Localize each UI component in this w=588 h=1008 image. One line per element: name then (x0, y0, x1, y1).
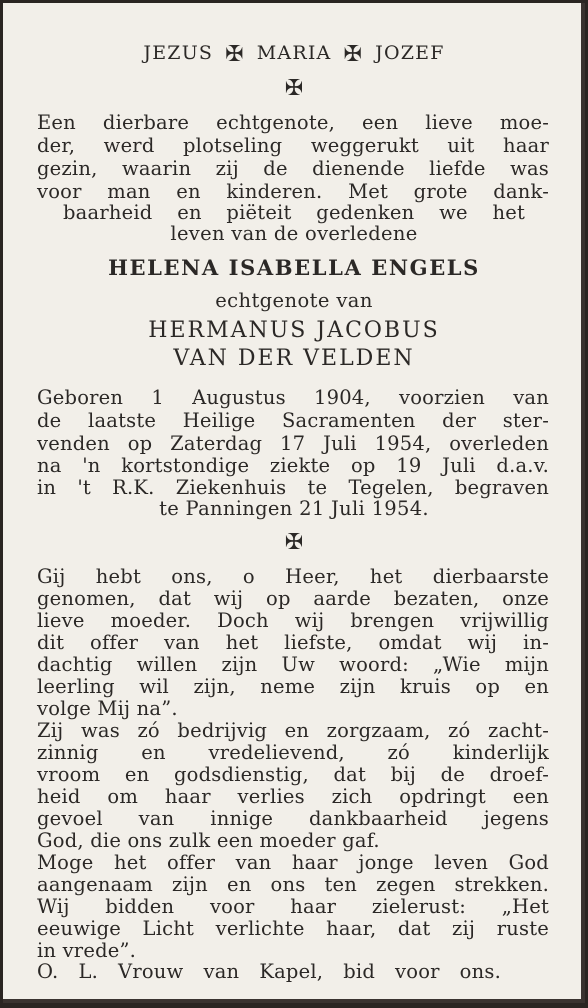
prayer-line: lieve moeder. Doch wij brengen vrijwillig (37, 609, 549, 632)
intro-line: der, werd plotseling weggerukt uit haar (37, 134, 549, 157)
cross-icon: ✠ (284, 76, 304, 101)
prayer-line: in vrede”. (37, 939, 137, 962)
prayer-line: zinnig en vredelievend, zó kinderlijk (37, 741, 549, 764)
intro-line: gezin, waarin zij de dienende liefde was (37, 157, 549, 180)
bio-line: te Panningen 21 Juli 1954. (159, 497, 429, 520)
prayer-line: heid om haar verlies zich opdringt een (37, 785, 549, 808)
spouse-name-line1: HERMANUS JACOBUS (148, 318, 440, 343)
prayer-line: genomen, dat wij op aarde bezaten, onze (37, 587, 549, 610)
deceased-name: HELENA ISABELLA ENGELS (108, 255, 480, 280)
memorial-card (3, 3, 585, 1003)
cross-icon: ✠ (225, 42, 245, 67)
prayer-line: God, die ons zulk een moeder gaf. (37, 829, 380, 852)
cross-icon: ✠ (284, 530, 304, 555)
prayer-line: eeuwige Licht verlichte haar, dat zij ruste (37, 917, 549, 940)
bio-line: venden op Zaterdag 17 Juli 1954, overleden (37, 432, 549, 455)
bio-line: Geboren 1 Augustus 1904, voorzien van (37, 386, 549, 409)
bio-line: de laatste Heilige Sacramenten der ster- (37, 409, 549, 432)
bio-line: na 'n kortstondige ziekte op 19 Juli d.a.v. (37, 454, 549, 477)
prayer-line: Zij was zó bedrijvig en zorgzaam, zó zacht- (37, 719, 549, 742)
cross-icon: ✠ (343, 42, 364, 67)
intro-line: voor man en kinderen. Met grote dank- (37, 180, 549, 203)
header-word-jezus: JEZUS (143, 42, 214, 64)
prayer-line: vroom en godsdienstig, dat bij de droef- (37, 763, 549, 786)
prayer-line: leerling wil zijn, neme zijn kruis op en (37, 675, 549, 698)
bio-line: in 't R.K. Ziekenhuis te Tegelen, begraven (37, 476, 549, 499)
prayer-line: gevoel van innige dankbaarheid jegens (37, 807, 549, 830)
intro-line: leven van de overledene (170, 222, 418, 245)
prayer-line: dachtig willen zijn Uw woord: „Wie mijn (37, 653, 549, 676)
prayer-line: volge Mij na”. (37, 697, 178, 720)
prayer-line: Wij bidden voor haar zielerust: „Het (37, 895, 549, 918)
intro-line: Een dierbare echtgenote, een lieve moe- (37, 111, 549, 134)
header-invocation (3, 42, 585, 66)
spouse-name-line2: VAN DER VELDEN (173, 346, 415, 371)
prayer-line: Moge het offer van haar jonge leven God (37, 851, 549, 874)
intro-line: baarheid en piëteit gedenken we het (63, 201, 525, 224)
prayer-line: Gij hebt ons, o Heer, het dierbaarste (37, 565, 549, 588)
header-word-jozef: JOZEF (375, 42, 445, 64)
prayer-line: aangenaam zijn en ons ten zegen strekken. (37, 873, 549, 896)
spouse-of-label: echtgenote van (215, 289, 373, 312)
header-word-maria: MARIA (256, 42, 332, 64)
closing-invocation: O. L. Vrouw van Kapel, bid voor ons. (37, 960, 501, 983)
prayer-line: dit offer van het liefste, omdat wij in- (37, 631, 549, 654)
